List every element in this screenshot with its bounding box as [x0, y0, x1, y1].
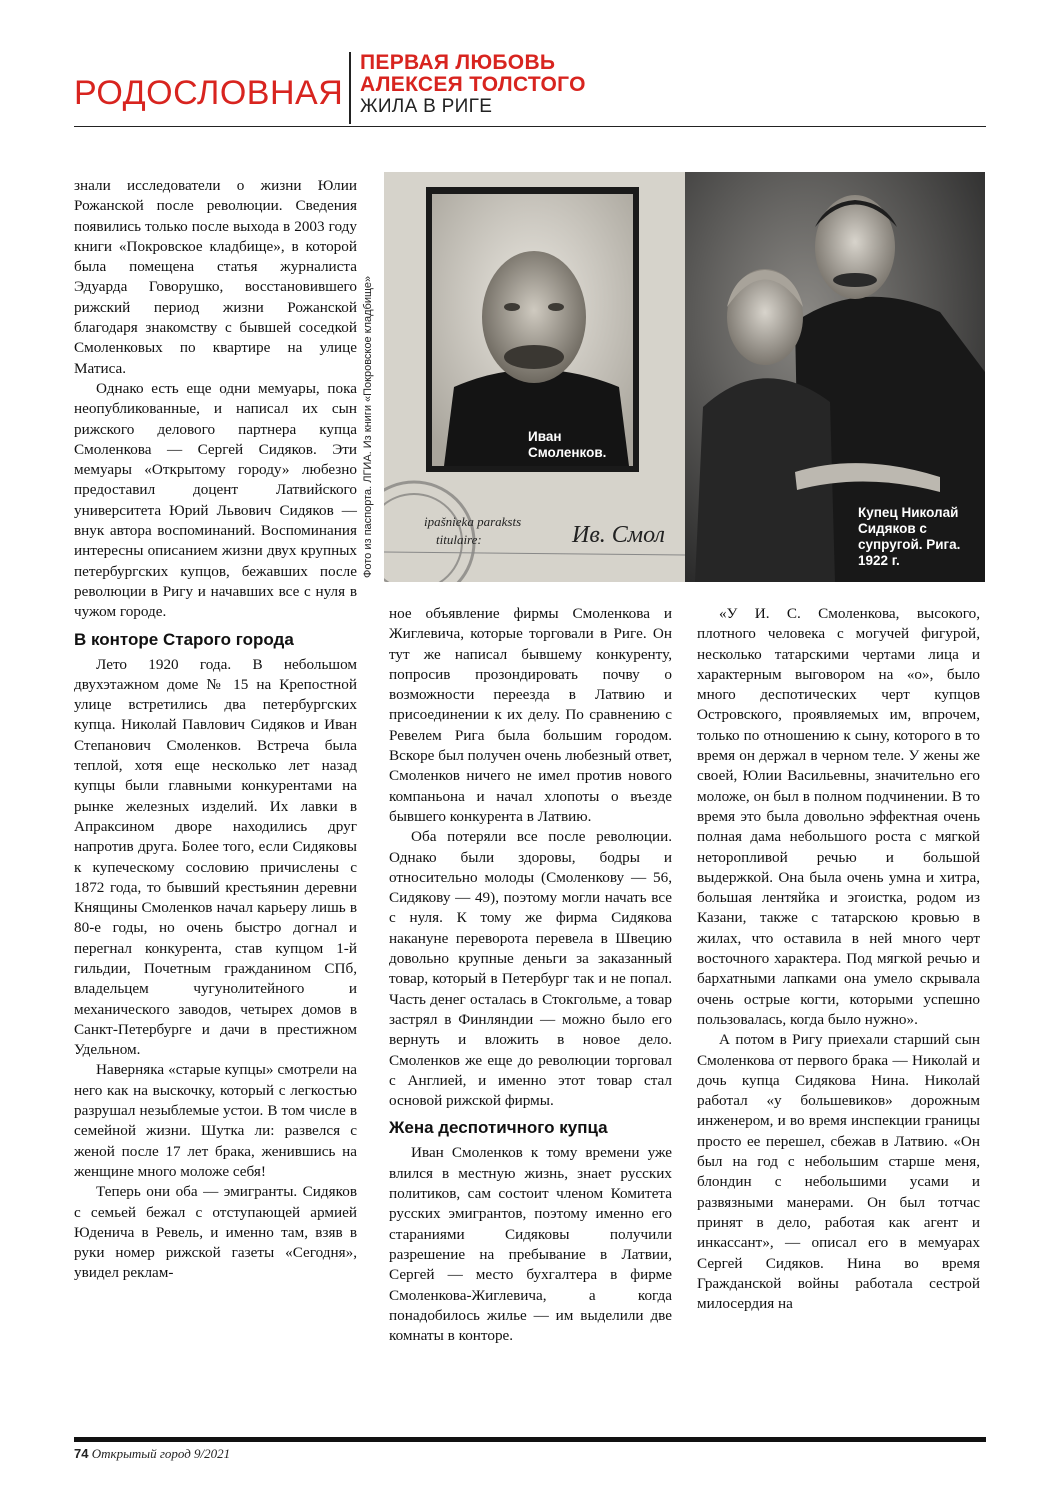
section-heading: Жена деспотичного купца — [389, 1118, 608, 1138]
top-rule — [74, 126, 986, 127]
passport-signature: Ив. Смол — [572, 522, 665, 548]
photo-caption-couple — [858, 505, 960, 569]
subhead: ЖИЛА В РИГЕ — [360, 96, 493, 117]
bottom-rule — [74, 1437, 986, 1442]
caption-line: супругой. Рига. — [858, 537, 961, 552]
paragraph: «У И. С. Смоленкова, высокого, плотного человека с могучей фигурой, несколько татарскими чертами лица и характерным выговором на «о», было много деспотических черт купцов Островского, проявляемых им, впрочем, только по отношению к сыну, которого в то время он держал в черном теле. У жены же своей, Юлии Васильевны, значительно его моложе, он был в полном подчинении. В то время это была довольно эффектная очень полная дама небольшого роста с мягкой неторопливой речью и большой выдержкой. Она была очень умна и хитра, большая лентяйка и эгоистка, родом из Казани, также с татарскою кровью в жилах, что оставила в ней много черт восточного характера. Под мягкой речью и бархатными лапками она умело скрывала очень острые когти, которыми успешно пользовалась, когда было нужно». — [697, 605, 980, 1028]
header-divider — [349, 52, 351, 124]
headline-line-1: ПЕРВАЯ ЛЮБОВЬ — [360, 51, 556, 74]
article-column-3 — [697, 604, 980, 1314]
section-heading: В конторе Старого города — [74, 629, 294, 649]
caption-line: Сидяков с — [858, 521, 927, 536]
paragraph: ное объявление фирмы Смоленкова и Жиглевича, которые торговали в Риге. Он тут же написал бывшему конкуренту, попросив прозондировать почву о возможности переезда в Латвию и присоединении к их делу. По сравнению с Ревелем Рига была большим городом. Вскоре был получен очень любезный ответ, Смоленков ничего не имел против нового компаньона и начал хлопоты о въезде бывшего конкурента в Латвию. — [389, 605, 672, 825]
paragraph: Иван Смоленков к тому времени уже влился в местную жизнь, знает русских политиков, сам состоит членом Комитета русских эмигрантов, поэтому именно его стараниями Сидяковы получили разрешение на пребывание в Латвии, Сергей — место бухгалтера в фирме Смоленкова-Жиглевича, а когда понадобилось жилье — им выделили две комнаты в конторе. — [389, 1144, 672, 1345]
paragraph: Оба потеряли все после революции. Однако были здоровы, бодры и относительно молоды (Смоленкову — 56, Сидякову — 49), поэтому могли начать все с нуля. К тому же фирма Сидякова накануне переворота перевела в Швецию довольно крупные деньги за заказанный товар, который в Петербург так и не попал. Часть денег осталась в Стокгольме, а товар застрял в Финляндии — можно было его вернуть и вложить в новое дело. Смоленков же еще до революции торговал с Англией, и именно этот товар стал основой рижской фирмы. — [389, 828, 672, 1110]
magazine-issue: Открытый город 9/2021 — [91, 1446, 231, 1461]
footer — [74, 1446, 230, 1462]
caption-line: Иван — [528, 429, 562, 444]
page-number: 74 — [74, 1446, 89, 1461]
headline-line-2: АЛЕКСЕЯ ТОЛСТОГО — [360, 73, 586, 96]
section-title: РОДОСЛОВНАЯ — [74, 74, 344, 112]
photo-caption-ivan — [528, 429, 606, 461]
paragraph: Однако есть еще одни мемуары, пока неопубликованные, и написал их сын рижского делового партнера купца Смоленкова — Сергей Сидяков. Эти мемуары «Открытому городу» любезно предоставил доцент Латвийского университета Юрий Львович Сидяков — внук автора воспоминаний. Воспоминания интересны описанием жизни двух крупных петербургских купцов, бежавших после революции в Ригу и начавших все с нуля в чужом городе. — [74, 379, 357, 621]
headline — [360, 52, 586, 96]
paragraph: Теперь они оба — эмигранты. Сидяков с семьей бежал с отступающей армией Юденича в Ревель, и именно там, взяв в руки номер рижской газеты «Сегодня», увидел реклам- — [74, 1183, 357, 1282]
paragraph: Наверняка «старые купцы» смотрели на него как на выскочку, который с легкостью разрушал незыблемые устои. В том числе в семейной жизни. Шутка ли: развелся с женой после 17 лет брака, женившись на женщине много моложе себя! — [74, 1061, 357, 1180]
caption-line: Смоленков. — [528, 445, 607, 460]
passport-text: ipašnieka paraksts — [424, 514, 522, 529]
photo-credit: Фото из паспорта. ЛГИА. Из книги «Покровское кладбище» — [362, 275, 374, 578]
passport-text: titulaire: — [436, 532, 482, 547]
paragraph: Лето 1920 года. В небольшом двухэтажном доме № 15 на Крепостной улице встретились два петербургских купца. Николай Павлович Сидяков и Иван Степанович Смоленков. Встреча была теплой, хотя еще несколько лет назад купцы были главными конкурентами на рынке железных изделий. Их лавки в Апраксином дворе находились друг напротив друга. Более того, если Сидяковы к купеческому сословию причислены с 1872 года, то бывший крестьянин деревни Княщины Смоленков начал карьеру лишь в 80-е годы, но очень быстро догнал и перегнал конкурента, став купцом 1-й гильдии, Почетным гражданином СПб, владельцем чугунолитейного и механического заводов, четырех домов в Санкт-Петербурге и дачи в престижном Удельном. — [74, 655, 357, 1059]
photo-ivan-smolenkov — [384, 172, 685, 582]
article-column-1 — [74, 176, 357, 1284]
caption-line: 1922 г. — [858, 553, 900, 568]
caption-line: Купец Николай — [858, 505, 959, 520]
paragraph: знали исследователи о жизни Юлии Рожанской после революции. Сведения появились только после выхода в 2003 году книги «Покровское кладбище», в которой была помещена статья журналиста Эдуарда Говорушко, восстановившего рижский период жизни Рожанской благодаря знакомству с бывшей соседкой Смоленковых по квартире на улице Матиса. — [74, 177, 357, 377]
paragraph: А потом в Ригу приехали старший сын Смоленкова от первого брака — Николай и дочь купца Сидякова Нина. Николай работал «у большевиков» дорожным инженером, и во время инспекции границы просто ее перешел, сбежав в Латвию. «Он был на год с небольшим старше меня, блондин с небольшими усами и развязными манерами. Он был тотчас принят в дело, работая как агент и инкассант», — описал его в мемуарах Сергей Сидяков. Нина во время Гражданской войны работала сестрой милосердия на — [697, 1031, 980, 1313]
article-column-2 — [389, 604, 672, 1346]
